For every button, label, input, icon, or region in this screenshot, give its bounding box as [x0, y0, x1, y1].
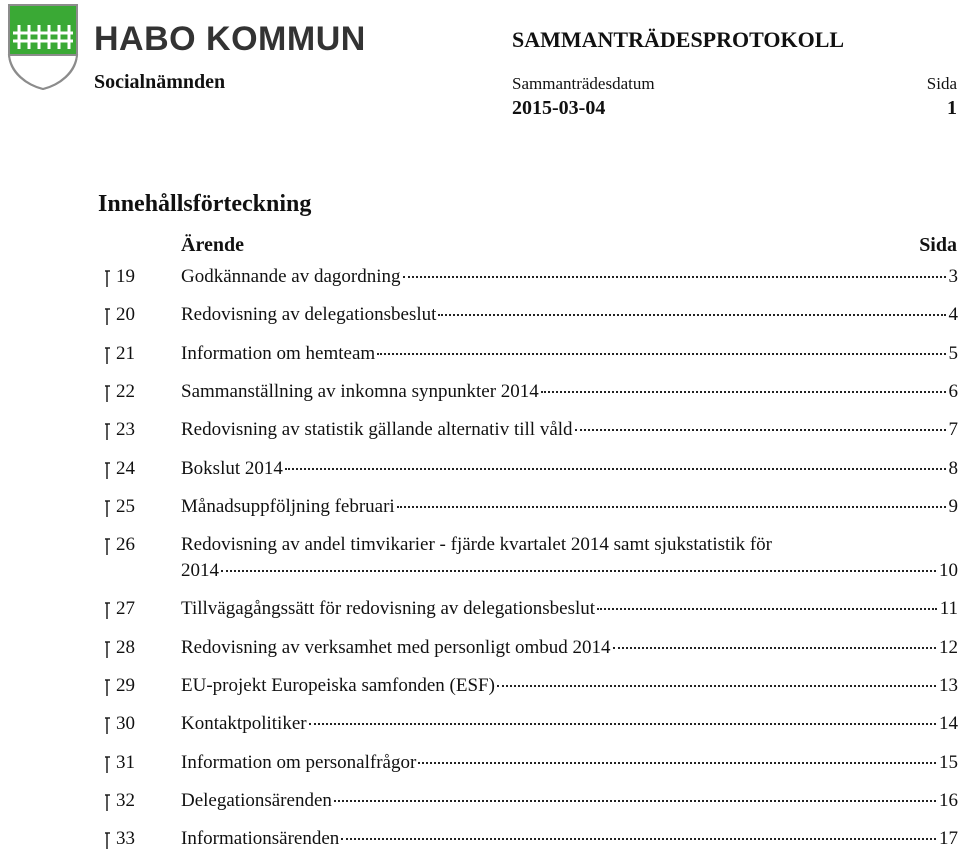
dot-leader — [438, 314, 945, 316]
document-type: SAMMANTRÄDESPROTOKOLL — [512, 27, 845, 52]
toc-column-header-page: Sida — [919, 234, 957, 256]
toc-entry-title: Information om personalfrågor — [181, 751, 417, 773]
toc-entry-title: Månadsuppföljning februari — [181, 495, 395, 517]
toc-entry-title: Godkännande av dagordning — [181, 266, 401, 287]
toc-marker-icon — [102, 306, 112, 326]
toc-entry-title: Delegationsärenden — [181, 789, 332, 811]
toc-entry-text-block — [181, 266, 958, 288]
toc-marker-icon — [102, 754, 112, 774]
toc-column-header-item: Ärende — [181, 234, 244, 256]
dot-leader — [418, 762, 936, 764]
toc-entry-page: 13 — [939, 675, 958, 696]
toc-entry-title: Information om hemteam — [181, 342, 376, 364]
toc-entry-number: 21 — [116, 342, 135, 364]
dot-leader — [285, 468, 946, 470]
toc-entry-text-block — [181, 343, 958, 365]
toc-entry-number: 22 — [116, 380, 135, 402]
toc-entry-title-line: Redovisning av andel timvikarier - fjärde kvartalet 2014 samt sjukstatistik för — [181, 534, 772, 556]
toc-entry-text-block — [181, 304, 958, 326]
toc-entry-page: 9 — [948, 495, 958, 517]
toc-entry-title: Redovisning av statistik gällande alternativ till våld — [181, 419, 573, 441]
toc-entry-number: 24 — [116, 457, 135, 479]
toc-entry-number: 29 — [116, 675, 135, 696]
habo-crest-icon — [7, 3, 79, 91]
department-name: Socialnämnden — [94, 71, 226, 93]
dot-leader — [497, 685, 936, 687]
toc-entry-text-block — [181, 534, 958, 582]
toc-entry-page: 17 — [939, 828, 958, 850]
toc-marker-icon — [102, 715, 112, 735]
dot-leader — [597, 608, 937, 610]
toc-entry-page: 16 — [939, 789, 958, 811]
dot-leader — [377, 353, 945, 355]
page-label: Sida — [926, 74, 957, 93]
toc-entry-text-block — [181, 637, 958, 659]
toc-entry-page: 15 — [939, 751, 958, 773]
toc-marker-icon — [102, 268, 112, 288]
dot-leader — [541, 391, 946, 393]
toc-entry-number: 20 — [116, 304, 135, 326]
meeting-date-label: Sammanträdesdatum — [512, 74, 655, 93]
document-header — [0, 0, 960, 140]
toc-marker-icon — [102, 383, 112, 403]
toc-entry-number: 33 — [116, 828, 135, 850]
toc-entry-page: 7 — [948, 419, 958, 441]
dot-leader — [575, 429, 946, 431]
toc-marker-icon — [102, 677, 112, 697]
toc-entry-page: 6 — [948, 380, 958, 402]
toc-entry-page: 3 — [948, 266, 958, 287]
toc-entry-page: 12 — [939, 636, 958, 658]
toc-marker-icon — [102, 536, 112, 556]
toc-entry-title: Kontaktpolitiker — [181, 713, 307, 735]
toc-title: Innehållsförteckning — [98, 191, 312, 217]
toc-marker-icon — [102, 830, 112, 850]
dot-leader — [334, 800, 936, 802]
page-number: 1 — [947, 97, 957, 119]
toc-entry-text-block — [181, 419, 958, 441]
toc-entry-number: 28 — [116, 636, 135, 658]
toc-entry-title-continued: 2014 — [181, 560, 219, 582]
dot-leader — [309, 723, 936, 725]
toc-entry-page: 4 — [948, 304, 958, 326]
toc-entry-title: Bokslut 2014 — [181, 457, 283, 479]
toc-entry-number: 27 — [116, 598, 135, 620]
toc-marker-icon — [102, 345, 112, 365]
toc-marker-icon — [102, 421, 112, 441]
toc-entry-text-block — [181, 458, 958, 480]
meeting-date: 2015-03-04 — [512, 97, 606, 119]
toc-entry-title: EU-projekt Europeiska samfonden (ESF) — [181, 675, 495, 696]
toc-entry-page: 8 — [948, 457, 958, 479]
toc-entry-text-block — [181, 713, 958, 735]
dot-leader — [341, 838, 936, 840]
toc-entry-text-block — [181, 598, 958, 620]
toc-marker-icon — [102, 600, 112, 620]
dot-leader — [403, 276, 946, 278]
toc-entry-text-block — [181, 790, 958, 812]
toc-entry-page: 11 — [939, 598, 958, 620]
toc-entry-title: Tillvägagångssätt för redovisning av delegationsbeslut — [181, 598, 596, 620]
toc-entry-text-block — [181, 752, 958, 774]
dot-leader — [613, 647, 936, 649]
toc-entry-page: 5 — [948, 342, 958, 364]
toc-entry-title: Informationsärenden — [181, 828, 340, 850]
toc-entry-page: 14 — [939, 713, 958, 735]
toc-entry-number: 32 — [116, 789, 135, 811]
dot-leader — [221, 570, 936, 572]
toc-marker-icon — [102, 639, 112, 659]
toc-entry-number: 25 — [116, 495, 135, 517]
toc-marker-icon — [102, 792, 112, 812]
toc-entry-number: 26 — [116, 534, 135, 556]
toc-entry-page: 10 — [939, 560, 958, 582]
toc-entry-title: Redovisning av delegationsbeslut — [181, 304, 437, 326]
toc-entry-number: 23 — [116, 419, 135, 441]
toc-entry-text-block — [181, 496, 958, 518]
toc-entry-text-block — [181, 828, 958, 850]
toc-entry-text-block — [181, 675, 958, 697]
toc-entry-number: 19 — [116, 266, 135, 287]
toc-entry-number: 31 — [116, 751, 135, 773]
toc-entry-number: 30 — [116, 713, 135, 735]
toc-entry-text-block — [181, 381, 958, 403]
dot-leader — [397, 506, 946, 508]
municipality-logo-text: HABO KOMMUN — [94, 20, 366, 58]
toc-entry-title: Redovisning av verksamhet med personligt ombud 2014 — [181, 636, 611, 658]
toc-marker-icon — [102, 460, 112, 480]
toc-entry-title: Sammanställning av inkomna synpunkter 2014 — [181, 380, 539, 402]
toc-marker-icon — [102, 498, 112, 518]
